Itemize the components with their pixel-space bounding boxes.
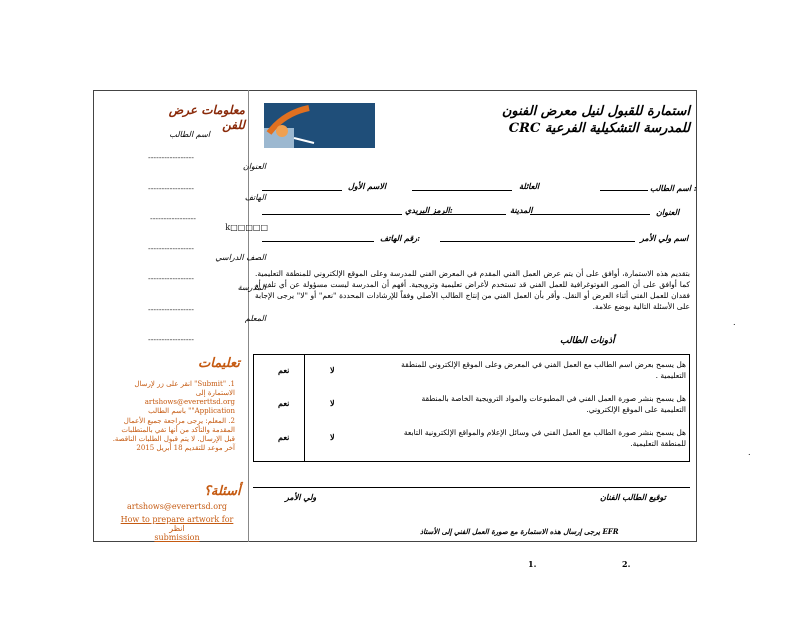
sidebar-field-phone[interactable]: ----------------- الهاتف xyxy=(148,184,266,202)
sidebar-field-school[interactable]: ----------------- المدرسة xyxy=(148,274,266,292)
page-number-1: 1. xyxy=(528,559,537,569)
contact-email[interactable]: artshows@everertsd.org xyxy=(127,502,227,511)
questions-heading: أسئلة؟ xyxy=(204,484,241,499)
zip-field[interactable] xyxy=(262,214,402,215)
phone-field[interactable] xyxy=(262,241,374,242)
consent-paragraph: بتقديم هذه الاستمارة، أوافق على أن يتم عرض العمل الفني المقدم في المعرض الفني للمدرسة وعلى الموقع الإلكتروني للمنطقة التعليمية. كما أوافق على أن الصور الفوتوغرافية للعمل الفني قد تستخدم لأغراض تعليمية وترويجية. أفهم أن المدرسة ليست مسؤولة عن أي تلف أو فقدان للعمل الفني أثناء العرض أو النقل. وأقر بأن العمل الفني من إنتاج الطالب الأصلي وفقاً للإرشادات المحددة "نعم" أو "لا" يرجى الإجابة على الأسئلة التالية بوضع علامة. xyxy=(255,269,690,311)
logo-graphic xyxy=(264,103,375,148)
instructions-heading: تعليمات xyxy=(198,356,240,371)
last-name-label: العائلة xyxy=(519,181,540,191)
parent-name-field[interactable] xyxy=(440,241,635,242)
margin-dot-2: . xyxy=(748,448,751,457)
q1-yes[interactable]: نعم xyxy=(278,365,290,375)
parent-name-label: اسم ولي الأمر xyxy=(640,233,689,243)
form-title: استمارة للقبول لنيل معرض الفنون CRC للمدرسة التشكيلية الفرعية xyxy=(501,104,690,136)
student-name-label: اسم الطالب : xyxy=(650,183,697,193)
q2-no[interactable]: لا xyxy=(330,398,335,408)
sidebar-field-address[interactable]: ----------------- العنوان xyxy=(148,153,266,171)
last-name-field[interactable] xyxy=(412,190,512,191)
page-number-2: 2. xyxy=(622,559,631,569)
parent-signature-label: ولي الأمر xyxy=(285,492,317,502)
signature-line xyxy=(253,487,690,488)
sidebar-field-grade[interactable]: ----------------- الصف الدراسي xyxy=(148,244,266,262)
permissions-title: أذونات الطالب xyxy=(560,336,615,346)
artwork-guide-link[interactable]: How to prepare artwork for انظر submission xyxy=(120,515,234,542)
question-3: هل يسمح بنشر صورة الطالب مع العمل الفني في وسائل الإعلام والمواقع الإلكترونية التابعة للمنطقة التعليمية. xyxy=(403,428,686,448)
sidebar-title: معلومات عرض للفن xyxy=(168,103,245,132)
sidebar-field-blank[interactable]: ----------------- xyxy=(148,335,194,344)
instruction-note-1: 1. "Submit" انقر على زر لإرسال الاستمارة إلى artshows@evererttsd.org "Application" باسم الطالب xyxy=(134,380,235,415)
instruction-note-2: 2. المعلم: يرجى مراجعة جميع الأعمال المقدمة والتأكد من أنها تفي بالمتطلبات قبل الإرسال. لا يتم قبول الطلبات الناقصة. آخر موعد للتقديم 18 أبريل 2015 xyxy=(112,417,235,452)
phone-label: رقم الهاتف: xyxy=(380,233,421,243)
sidebar-field-email[interactable]: ----------------- k□□□□□ xyxy=(150,214,268,232)
sidebar-field-teacher[interactable]: ----------------- المعلم xyxy=(148,305,266,323)
q3-no[interactable]: لا xyxy=(330,432,335,442)
address-field[interactable] xyxy=(530,214,650,215)
question-2: هل يسمح بنشر صورة العمل الفني في المطبوعات والمواد الترويجية الخاصة بالمنطقة التعليمية على الموقع الإلكتروني. xyxy=(421,394,686,414)
first-name-label: الاسم الأول xyxy=(348,181,387,191)
student-signature-label: توقيع الطالب الفنان xyxy=(600,492,666,502)
first-name-field[interactable] xyxy=(262,190,342,191)
city-label: المدينة xyxy=(510,205,533,215)
sidebar-subtitle: اسم الطالب xyxy=(169,130,210,139)
question-1: هل يسمح بعرض اسم الطالب مع العمل الفني في المعرض وعلى الموقع الإلكتروني للمنطقة التعليمية . xyxy=(401,360,686,380)
q3-yes[interactable]: نعم xyxy=(278,432,290,442)
footer-note: يرجى إرسال هذه الاستمارة مع صورة العمل الفني إلى الأستاذ EFR xyxy=(420,527,619,536)
address-label: العنوان xyxy=(656,207,680,217)
student-name-field[interactable] xyxy=(600,190,648,191)
zip-label: الرمز البريدي: xyxy=(405,205,453,215)
q2-yes[interactable]: نعم xyxy=(278,398,290,408)
district-logo xyxy=(264,103,375,148)
table-column-divider xyxy=(304,354,305,462)
margin-dot-1: . xyxy=(733,318,736,327)
q1-no[interactable]: لا xyxy=(330,365,335,375)
